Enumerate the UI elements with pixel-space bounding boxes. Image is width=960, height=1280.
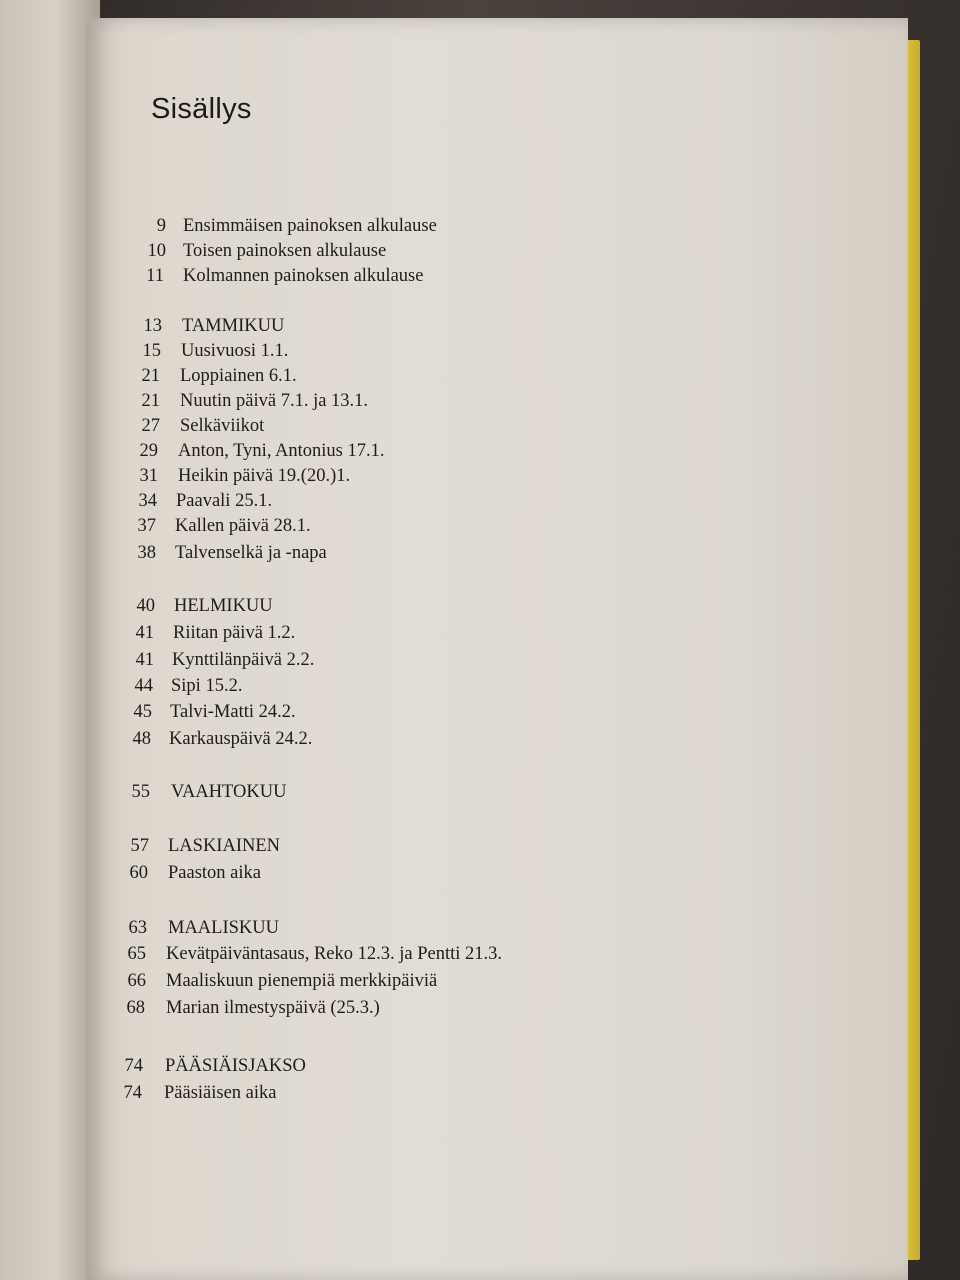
toc-entry-title: Marian ilmestyspäivä (25.3.) (166, 998, 380, 1018)
toc-page-number: 21 (141, 391, 160, 411)
toc-entry-title: PÄÄSIÄISJAKSO (165, 1056, 306, 1076)
toc-entry-title: Kolmannen painoksen alkulause (183, 266, 424, 286)
toc-page-number: 11 (146, 266, 164, 286)
toc-page-number: 45 (133, 702, 152, 722)
toc-entry (0, 650, 960, 676)
toc-page-number: 55 (131, 782, 150, 802)
toc-page-number: 60 (129, 863, 148, 883)
toc-entry-title: Maaliskuun pienempiä merkkipäiviä (166, 971, 438, 991)
toc-entry (0, 676, 960, 702)
toc-page-number: 68 (126, 998, 145, 1018)
toc-page-number: 27 (141, 416, 160, 436)
toc-entry (0, 729, 960, 755)
toc-entry-title: Toisen painoksen alkulause (183, 241, 387, 261)
toc-page-number: 74 (124, 1056, 143, 1076)
toc-entry-title: Heikin päivä 19.(20.)1. (178, 466, 351, 486)
toc-page-number: 13 (143, 316, 162, 336)
toc-entry (0, 782, 960, 808)
toc-entry-title: Sipi 15.2. (171, 676, 243, 696)
toc-page-number: 48 (132, 729, 151, 749)
toc-entry-title: Talvi-Matti 24.2. (170, 702, 296, 722)
toc-page-number: 44 (134, 676, 153, 696)
toc-entry (0, 702, 960, 728)
toc-entry-title: Paaston aika (168, 863, 261, 883)
toc-entry-title: Selkäviikot (180, 416, 265, 436)
toc-page-number: 66 (127, 971, 146, 991)
toc-entry (0, 266, 960, 292)
toc-page-number: 57 (130, 836, 149, 856)
toc-entry-title: Paavali 25.1. (176, 491, 273, 511)
toc-entry (0, 391, 960, 417)
toc-entry (0, 1083, 960, 1109)
toc-entry-title: Karkauspäivä 24.2. (169, 729, 313, 749)
toc-entry-title: Loppiainen 6.1. (180, 366, 297, 386)
toc-entry (0, 918, 960, 944)
toc-entry (0, 441, 960, 467)
toc-entry (0, 416, 960, 442)
toc-page-number: 9 (156, 216, 166, 236)
toc-entry-title: Nuutin päivä 7.1. ja 13.1. (180, 391, 369, 411)
toc-entry (0, 366, 960, 392)
toc-entry (0, 863, 960, 889)
toc-entry-title: MAALISKUU (168, 918, 279, 938)
toc-page-number: 63 (128, 918, 147, 938)
toc-entry (0, 466, 960, 492)
toc-page-number: 21 (141, 366, 160, 386)
toc-entry (0, 836, 960, 862)
toc-page-number: 37 (137, 516, 156, 536)
toc-page-number: 10 (147, 241, 166, 261)
toc-entry (0, 596, 960, 622)
toc-page-number: 41 (135, 623, 154, 643)
toc-page-number: 34 (138, 491, 157, 511)
toc-entry-title: Kynttilänpäivä 2.2. (172, 650, 315, 670)
toc-entry (0, 516, 960, 542)
toc-page-number: 29 (139, 441, 158, 461)
toc-page-number: 65 (127, 944, 146, 964)
toc-entry (0, 623, 960, 649)
toc-page-number: 41 (135, 650, 154, 670)
toc-entry-title: TAMMIKUU (182, 316, 285, 336)
toc-page-number: 74 (123, 1083, 142, 1103)
toc-entry-title: Anton, Tyni, Antonius 17.1. (178, 441, 385, 461)
toc-entry-title: Riitan päivä 1.2. (173, 623, 296, 643)
toc-entry (0, 944, 960, 970)
toc-page-number: 15 (142, 341, 161, 361)
toc-entry (0, 341, 960, 367)
toc-entry-title: Kevätpäiväntasaus, Reko 12.3. ja Pentti 21.3. (166, 944, 503, 964)
toc-entry (0, 1056, 960, 1082)
toc-entry (0, 491, 960, 517)
toc-entry-title: Ensimmäisen painoksen alkulause (183, 216, 437, 236)
toc-entry-title: LASKIAINEN (168, 836, 281, 856)
toc-entry (0, 216, 960, 242)
toc-page-number: 38 (137, 543, 156, 563)
toc-entry-title: Talvenselkä ja -napa (175, 543, 327, 563)
toc-entry-title: Kallen päivä 28.1. (175, 516, 311, 536)
toc-entry (0, 998, 960, 1024)
toc-entry-title: HELMIKUU (174, 596, 273, 616)
toc-entry-title: Pääsiäisen aika (164, 1083, 277, 1103)
toc-entry (0, 543, 960, 569)
toc-page-number: 40 (136, 596, 155, 616)
toc-entry-title: Uusivuosi 1.1. (181, 341, 289, 361)
toc-entry (0, 241, 960, 267)
toc-entry-title: VAAHTOKUU (171, 782, 287, 802)
toc-entry (0, 316, 960, 342)
toc-entry (0, 971, 960, 997)
page-title: Sisällys (151, 93, 252, 125)
toc-page-number: 31 (139, 466, 158, 486)
